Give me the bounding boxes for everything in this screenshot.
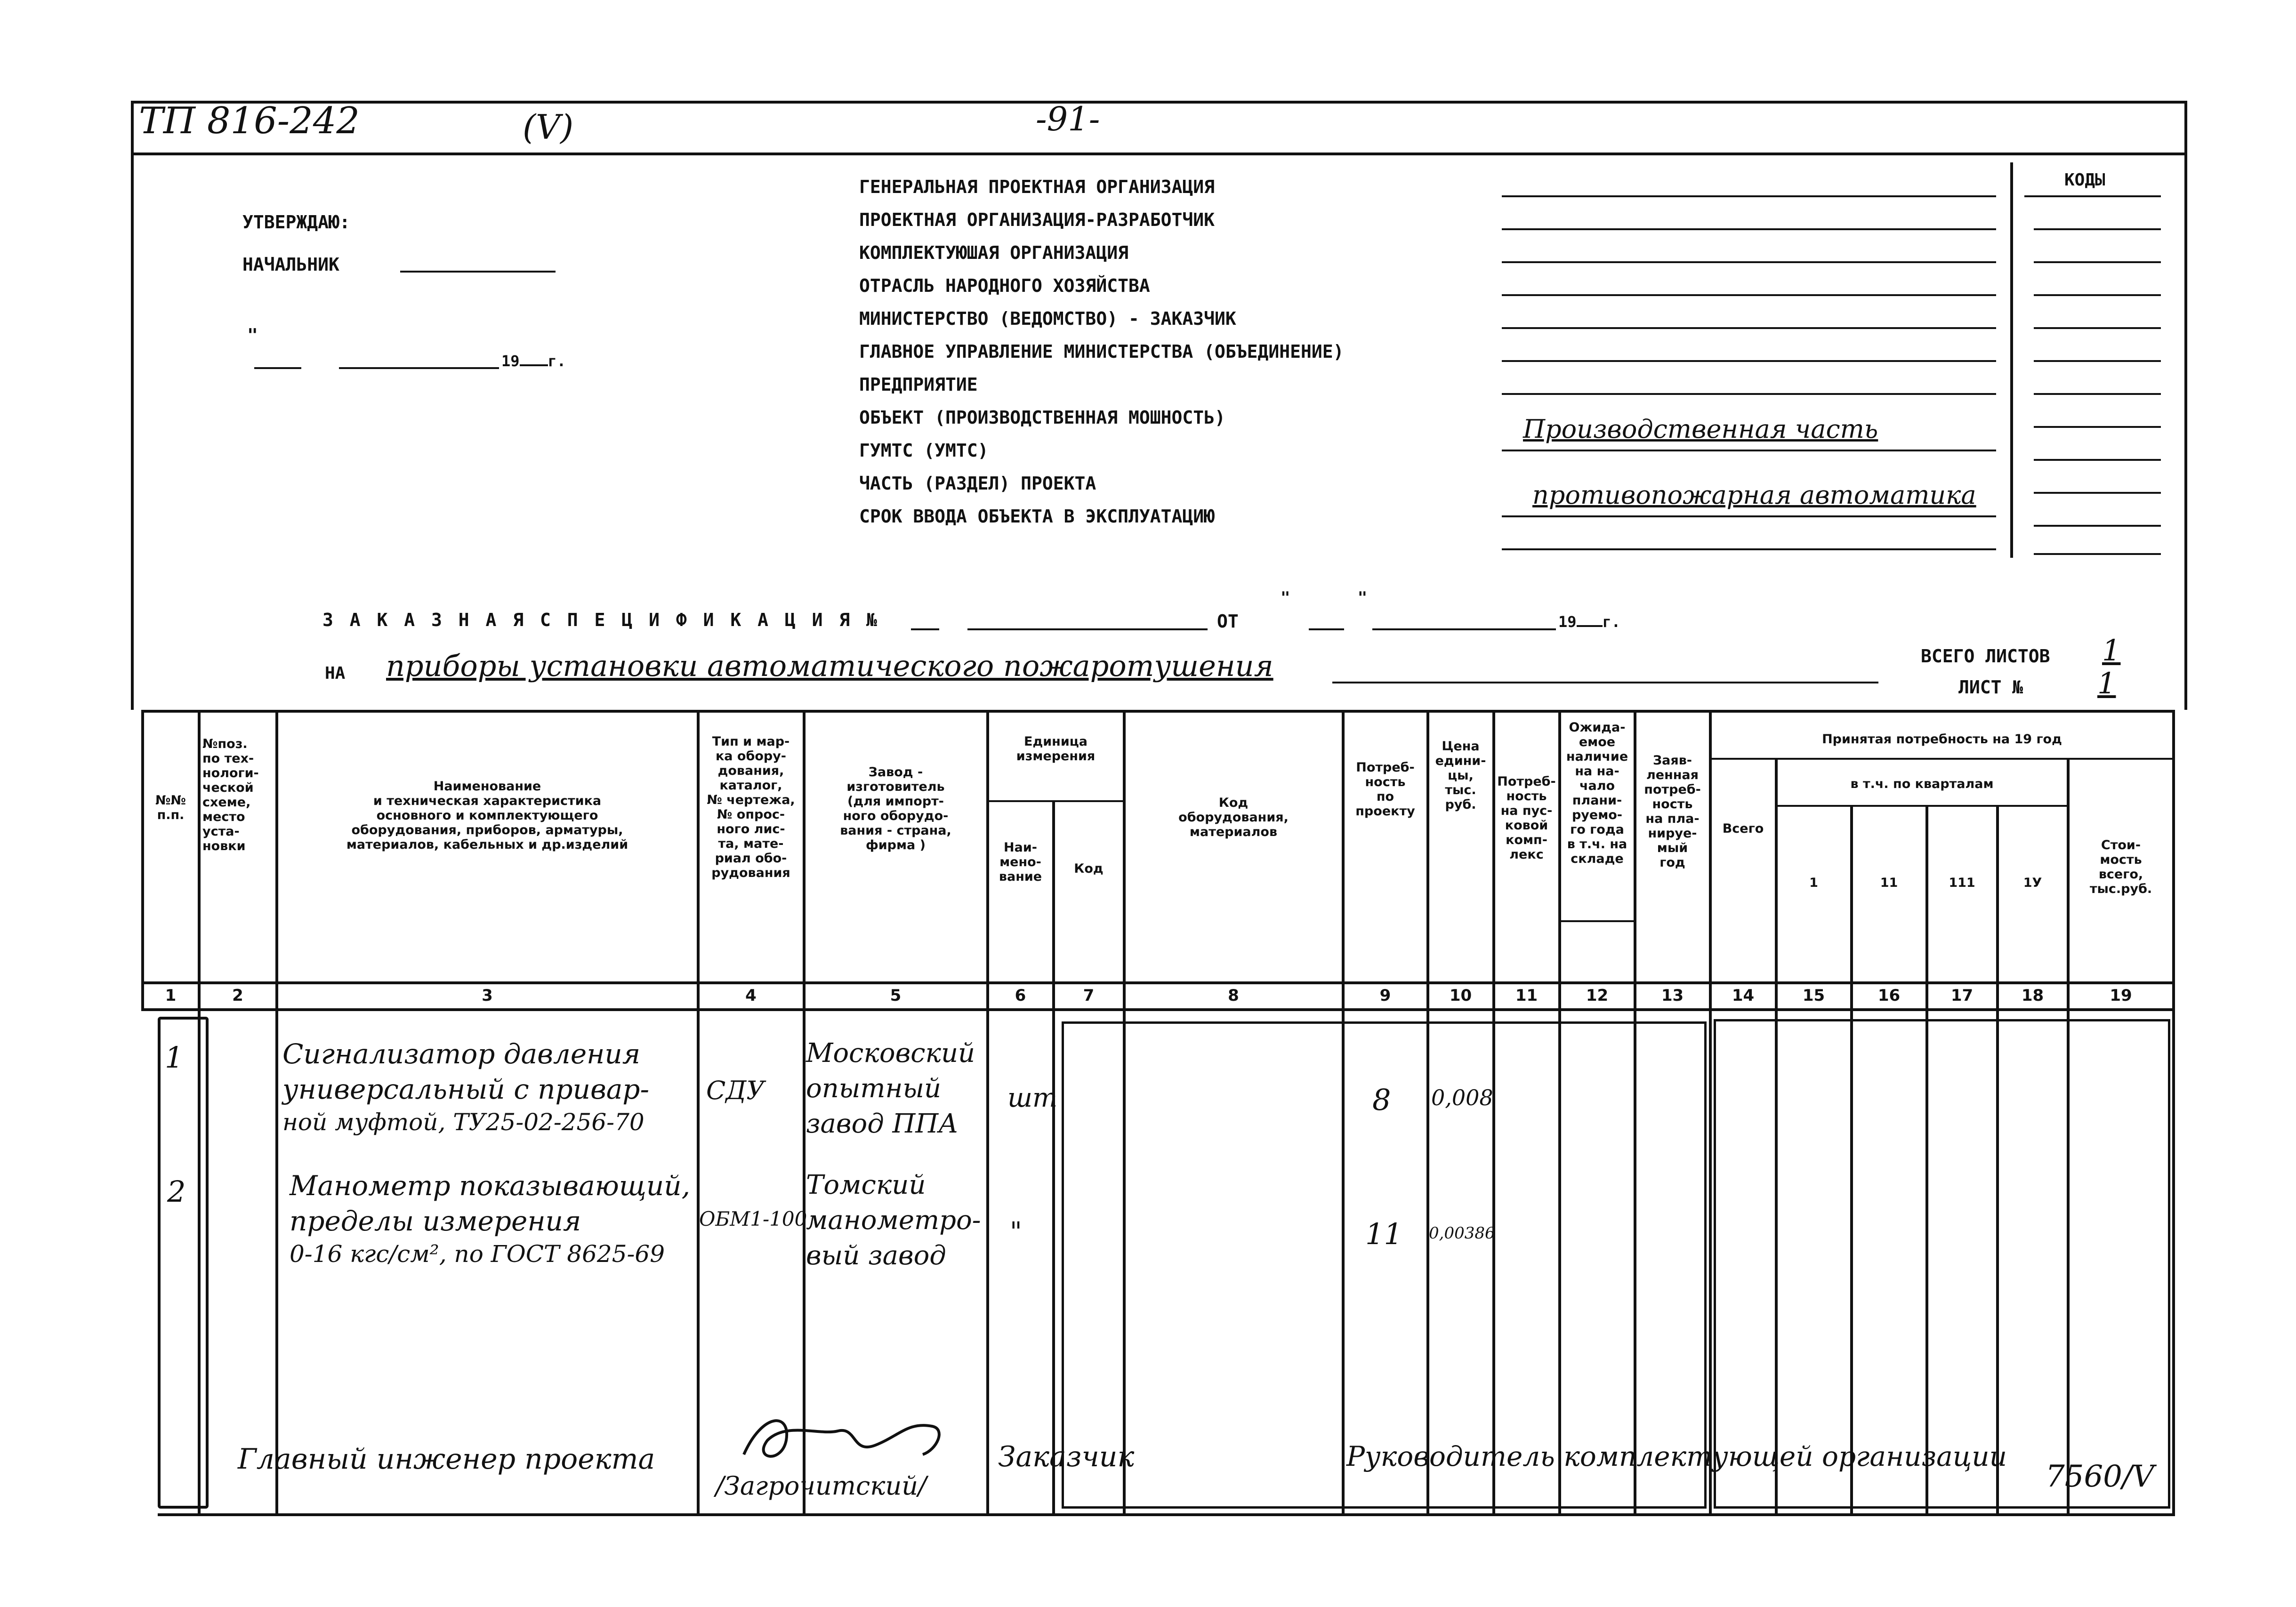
col-number: 14 xyxy=(1732,986,1755,1005)
approve-label: УТВЕРЖДАЮ: xyxy=(242,212,350,233)
spec-year xyxy=(1558,613,1620,631)
org-field-label: ПРЕДПРИЯТИЕ xyxy=(859,374,978,395)
row-unit: " xyxy=(1010,1217,1022,1247)
approval-quote: " xyxy=(247,325,258,346)
codes-line xyxy=(2034,294,2161,296)
row-name-line: универсальный с привар- xyxy=(282,1073,650,1105)
codes-divider xyxy=(2010,162,2013,558)
row-num-box xyxy=(158,1017,209,1509)
hdr-q2: 11 xyxy=(1880,876,1898,890)
org-field-label: МИНИСТЕРСТВО (ВЕДОМСТВО) - ЗАКАЗЧИК xyxy=(859,308,1236,329)
col-line xyxy=(2172,710,2175,1516)
org-field-label: ПРОЕКТНАЯ ОРГАНИЗАЦИЯ-РАЗРАБОТЧИК xyxy=(859,209,1215,230)
row-maker-line: опытный xyxy=(806,1073,942,1104)
col-number: 16 xyxy=(1877,986,1901,1005)
object-value: Производственная часть xyxy=(1523,414,1878,444)
unit-subheader-line xyxy=(986,800,1126,802)
col-number: 7 xyxy=(1083,986,1095,1005)
total-sheets-value: 1 xyxy=(2102,633,2121,667)
col-number: 9 xyxy=(1379,986,1391,1005)
codes-line xyxy=(2034,426,2161,428)
col12-divider xyxy=(1558,920,1636,922)
col-number: 13 xyxy=(1661,986,1684,1005)
spec-on-value: приборы установки автоматического пожаротушения xyxy=(386,649,1273,683)
org-field-label: ЧАСТЬ (РАЗДЕЛ) ПРОЕКТА xyxy=(859,473,1096,494)
hdr-type: Тип и мар- ка обору- дования, каталог, № чертежа, № опрос- ного лис- та, мате- риал обо- рудования xyxy=(707,734,795,880)
codes-line xyxy=(2034,360,2161,362)
org-line xyxy=(1502,548,1996,550)
frame-right xyxy=(2184,101,2187,710)
codes-line xyxy=(2034,525,2161,527)
row-name-line: Манометр показывающий, xyxy=(290,1170,691,1202)
org-field-label: СРОК ВВОДА ОБЪЕКТА В ЭКСПЛУАТАЦИЮ xyxy=(859,506,1215,527)
hdr-declared: Заяв- ленная потреб- ность на пла- нируе- мый год xyxy=(1644,753,1701,870)
row-qty: 8 xyxy=(1372,1083,1391,1117)
chief-engineer-label: Главный инженер проекта xyxy=(238,1443,655,1476)
row-maker-line: завод ППА xyxy=(806,1109,959,1139)
org-line xyxy=(1502,294,1996,296)
chief-engineer-name: /Загрочитский/ xyxy=(716,1471,927,1501)
hdr-startup: Потреб- ность на пус- ковой комп- лекс xyxy=(1497,774,1556,862)
table-numbers-bottom xyxy=(141,1008,2175,1011)
chief-line xyxy=(400,271,556,273)
hdr-unit: Единица измерения xyxy=(1016,734,1096,763)
row-price: 0,008 xyxy=(1431,1085,1493,1110)
hdr-unit-code: Код xyxy=(1074,861,1104,876)
row-qty: 11 xyxy=(1365,1217,1402,1251)
sheet-value: 1 xyxy=(2097,666,2116,700)
page-number: -91- xyxy=(1036,100,1100,138)
spec-day-line xyxy=(1309,628,1344,630)
col-line xyxy=(141,710,144,1011)
hdr-q4: 1У xyxy=(2023,876,2042,890)
col-number: 4 xyxy=(745,986,757,1005)
hdr-code: Код оборудования, материалов xyxy=(1178,795,1289,839)
col-number: 15 xyxy=(1802,986,1825,1005)
hdr-accepted: Принятая потребность на 19 год xyxy=(1822,732,2062,747)
hdr-cost: Стои- мость всего, тыс.руб. xyxy=(2089,838,2152,896)
col-number: 12 xyxy=(1586,986,1609,1005)
row-maker-line: Московский xyxy=(806,1038,975,1069)
org-line xyxy=(1502,360,1996,362)
day-line xyxy=(254,367,301,369)
org-field-label: ОТРАСЛЬ НАРОДНОГО ХОЗЯЙСТВА xyxy=(859,275,1150,296)
codes-title: КОДЫ xyxy=(2064,170,2105,190)
org-field-label: ОБЪЕКТ (ПРОИЗВОДСТВЕННАЯ МОШНОСТЬ) xyxy=(859,407,1225,428)
codes-title-line xyxy=(2024,195,2161,197)
org-field-label: ГЛАВНОЕ УПРАВЛЕНИЕ МИНИСТЕРСТВА (ОБЪЕДИНЕНИЕ) xyxy=(859,341,1344,362)
hdr-price: Цена едини- цы, тыс. руб. xyxy=(1435,739,1486,812)
hdr-q1: 1 xyxy=(1809,876,1818,890)
spec-quotes: " " xyxy=(1281,588,1368,607)
codes-line xyxy=(2034,261,2161,263)
col-number: 2 xyxy=(232,986,243,1005)
org-field-label: ГЕНЕРАЛЬНАЯ ПРОЕКТНАЯ ОРГАНИЗАЦИЯ xyxy=(859,177,1215,197)
org-line xyxy=(1502,195,1996,197)
row-name-line: Сигнализатор давления xyxy=(282,1038,641,1070)
sheet-label: ЛИСТ № xyxy=(1958,677,2023,698)
table-numbers-top xyxy=(141,981,2175,984)
hdr-demand: Потреб- ность по проекту xyxy=(1355,760,1415,819)
spec-year-g: г. xyxy=(1602,613,1621,631)
row-maker-line: Томский xyxy=(806,1170,926,1200)
chief-label: НАЧАЛЬНИК xyxy=(242,254,339,275)
codes-line xyxy=(2034,459,2161,461)
hdr-position: №поз. по тех- нологи- ческой схеме, место уста- новки xyxy=(202,737,259,853)
row-maker-line: манометро- xyxy=(806,1205,981,1236)
row-maker-line: вый завод xyxy=(806,1240,946,1271)
org-field-label: ГУМТС (УМТС) xyxy=(859,440,989,461)
spec-on-line xyxy=(1332,682,1878,683)
col-number: 3 xyxy=(482,986,493,1005)
org-line xyxy=(1502,515,1996,517)
row-name-line: ной муфтой, ТУ25-02-256-70 xyxy=(282,1109,644,1136)
col-number: 5 xyxy=(890,986,902,1005)
org-field-label: КОМПЛЕКТУЮШАЯ ОРГАНИЗАЦИЯ xyxy=(859,242,1128,263)
row-number: 2 xyxy=(167,1174,186,1209)
table-bottom xyxy=(158,1513,2175,1516)
hdr-name: Наименование и техническая характеристика основного и комплектующего оборудования, приборов, арматуры, материалов, кабельных и др.изделий xyxy=(346,779,628,852)
archive-number: 7560/V xyxy=(2046,1459,2154,1494)
org-line xyxy=(1502,327,1996,329)
hdr-maker: Завод - изготовитель (для импорт- ного оборудо- вания - страна, фирма ) xyxy=(840,765,951,852)
signature-mark xyxy=(734,1403,960,1473)
data-box-right xyxy=(1714,1019,2170,1509)
hdr-expected: Ожида- емое наличие на на- чало плани- руемо- го года в т.ч. на складе xyxy=(1566,720,1628,866)
hdr-q3: 111 xyxy=(1949,876,1975,890)
spec-number-line xyxy=(967,628,1208,630)
codes-line xyxy=(2034,553,2161,555)
hdr-num: №№ п.п. xyxy=(155,793,186,822)
col-number: 8 xyxy=(1228,986,1239,1005)
row-unit: шт xyxy=(1007,1083,1058,1113)
table-top xyxy=(141,710,2175,713)
col-number: 1 xyxy=(165,986,177,1005)
frame-left xyxy=(131,101,134,710)
project-part-value: противопожарная автоматика xyxy=(1532,480,1976,510)
approval-year-g: г. xyxy=(548,352,566,370)
col-number: 11 xyxy=(1515,986,1538,1005)
title-bar-divider xyxy=(131,153,2187,155)
col-number: 6 xyxy=(1015,986,1026,1005)
col-number: 18 xyxy=(2021,986,2044,1005)
org-line xyxy=(1502,228,1996,230)
quarters-subheader-line xyxy=(1775,805,2070,807)
org-line xyxy=(1502,393,1996,395)
spec-title: З А К А З Н А Я С П Е Ц И Ф И К А Ц И Я № xyxy=(322,610,880,630)
codes-line xyxy=(2034,492,2161,494)
hdr-total: Всего xyxy=(1722,821,1764,836)
hdr-quarters: в т.ч. по кварталам xyxy=(1850,777,1994,791)
accepted-subheader-line xyxy=(1709,758,2175,760)
month-line xyxy=(339,367,499,369)
approval-year xyxy=(501,352,566,370)
codes-line xyxy=(2034,228,2161,230)
volume-label: (V) xyxy=(523,107,574,147)
total-sheets-label: ВСЕГО ЛИСТОВ xyxy=(1921,646,2050,667)
spec-on-label: НА xyxy=(325,664,346,683)
org-line xyxy=(1502,450,1996,451)
row-name-line: пределы измерения xyxy=(290,1205,581,1237)
col-number: 10 xyxy=(1449,986,1472,1005)
top-border xyxy=(131,101,2187,104)
approval-year-value: 19 xyxy=(501,352,520,370)
spec-year-value: 19 xyxy=(1558,613,1577,631)
spec-month-line xyxy=(1372,628,1556,630)
head-org-label: Руководитель комплектующей организации xyxy=(1346,1440,2007,1472)
codes-line xyxy=(2034,327,2161,329)
spec-number-line xyxy=(911,628,939,630)
hdr-unit-name: Наи- мено- вание xyxy=(999,840,1042,884)
row-name-line: 0-16 кгс/см², по ГОСТ 8625-69 xyxy=(290,1240,665,1268)
row-price: 0,00386 xyxy=(1429,1224,1495,1243)
doc-number: ТП 816-242 xyxy=(139,100,360,142)
row-type: ОБМ1-100 xyxy=(699,1207,807,1230)
row-type: СДУ xyxy=(706,1076,765,1105)
spec-from: ОТ xyxy=(1217,611,1239,632)
col-line xyxy=(1052,800,1055,1516)
col-number: 19 xyxy=(2110,986,2132,1005)
col-number: 17 xyxy=(1950,986,1974,1005)
row-number: 1 xyxy=(165,1040,184,1075)
customer-label: Заказчик xyxy=(998,1440,1135,1473)
codes-line xyxy=(2034,393,2161,395)
org-line xyxy=(1502,261,1996,263)
